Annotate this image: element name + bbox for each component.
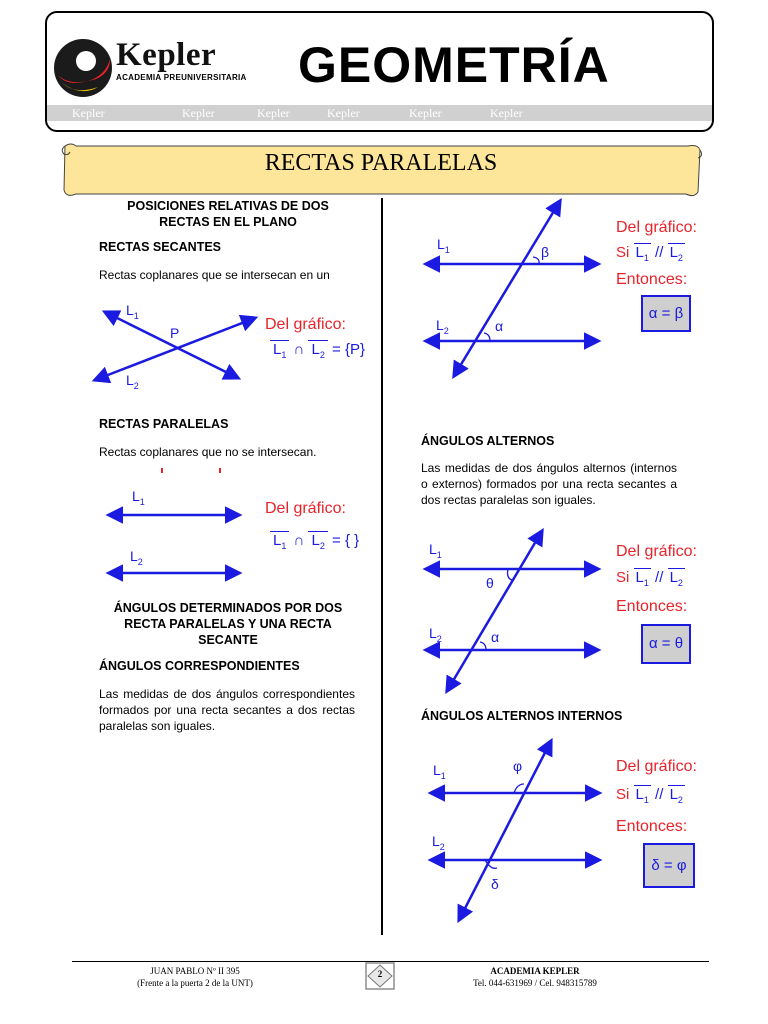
formula-l: L [669, 569, 678, 586]
label-sub: 2 [443, 325, 449, 336]
label-sub: 1 [444, 244, 450, 255]
secantes-heading: RECTAS SECANTES [99, 240, 222, 254]
angle-phi: φ [513, 758, 523, 774]
label-l2: L [429, 625, 437, 641]
formula-l: L [635, 786, 644, 803]
label-l2: L [126, 372, 134, 388]
column-divider [381, 198, 383, 935]
correspondientes-heading: ÁNGULOS CORRESPONDIENTES [99, 659, 300, 673]
footer-author: JUAN PABLO Nº II 395 [150, 966, 240, 976]
formula-result: = {P} [332, 341, 365, 358]
alternos-heading: ÁNGULOS ALTERNOS [421, 434, 555, 448]
strip-text: Kepler [327, 106, 360, 120]
label-l1: L [429, 541, 437, 557]
label-sub: 2 [439, 841, 445, 852]
header-strip [47, 105, 712, 121]
formula-l: L [311, 341, 320, 358]
formula-l: L [669, 244, 678, 261]
paralelas-text: Rectas coplanares que no se intersecan. [99, 445, 317, 459]
alternos-text: Las medidas de dos ángulos alternos (internos o externos) formados por una recta secantes a dos rectas paralelas son iguales. [421, 461, 677, 507]
answer-box: α = θ [641, 624, 691, 664]
answer-box: δ = φ [643, 843, 695, 888]
answer-box: α = β [641, 295, 691, 332]
angle-alpha: α [491, 629, 500, 645]
intersection-symbol: ∩ [293, 341, 305, 358]
label-sub: 2 [133, 380, 139, 391]
label-sub: 2 [677, 253, 683, 263]
formula-result: = { } [332, 532, 360, 549]
label-sub: 2 [436, 633, 442, 644]
label-sub: 1 [139, 496, 145, 507]
label-sub: 2 [677, 578, 683, 588]
formula-l: L [635, 569, 644, 586]
label-sub: 1 [643, 795, 649, 805]
secantes-text: Rectas coplanares que se intersecan en un [99, 268, 330, 282]
label-sub: 1 [281, 541, 287, 551]
entonces-label: Entonces: [616, 598, 688, 615]
formula-l: L [273, 341, 282, 358]
label-sub: 1 [643, 578, 649, 588]
si-label: Si [616, 786, 630, 803]
entonces-label: Entonces: [616, 818, 688, 835]
correspondientes-text: Las medidas de dos ángulos correspondientes formados por una recta secantes a dos rectas paralelas son iguales. [99, 687, 355, 733]
label-sub: 2 [137, 556, 143, 567]
strip-text: Kepler [490, 106, 523, 120]
angle-beta: β [541, 244, 550, 260]
del-grafico-label: Del gráfico: [265, 316, 346, 333]
logo-name: Kepler [116, 37, 217, 73]
label-l1: L [437, 236, 445, 252]
alternos-internos-heading: ÁNGULOS ALTERNOS INTERNOS [421, 709, 623, 723]
label-sub: 2 [677, 795, 683, 805]
section-title: POSICIONES RELATIVAS DE DOS RECTAS EN EL PLANO [127, 199, 329, 229]
si-label: Si [616, 569, 630, 586]
page-title: GEOMETRÍA [298, 37, 610, 93]
parallel-symbol: // [655, 569, 664, 586]
del-grafico-label: Del gráfico: [616, 543, 697, 560]
page-number: 2 [377, 969, 383, 979]
label-point: P [170, 325, 180, 341]
footer-phone: Tel. 044-631969 / Cel. 948315789 [473, 978, 597, 988]
formula-l: L [669, 786, 678, 803]
intersection-symbol: ∩ [293, 532, 305, 549]
logo-subtitle: ACADEMIA PREUNIVERSITARIA [116, 73, 247, 82]
angle-alpha: α [495, 318, 504, 334]
label-l2: L [436, 317, 444, 333]
paralelas-figure [105, 505, 245, 580]
si-label: Si [616, 244, 630, 261]
angle-delta: δ [491, 876, 499, 892]
strip-text: Kepler [182, 106, 215, 120]
formula-l: L [311, 532, 320, 549]
paralelas-heading: RECTAS PARALELAS [99, 417, 229, 431]
label-sub: 1 [133, 310, 139, 321]
strip-text: Kepler [257, 106, 290, 120]
formula-l: L [635, 244, 644, 261]
parallel-symbol: // [655, 786, 664, 803]
label-l1: L [433, 762, 441, 778]
label-sub: 2 [319, 350, 325, 360]
angulos-title: ÁNGULOS DETERMINADOS POR DOS RECTA PARALELAS Y UNA RECTA SECANTE [113, 601, 343, 647]
label-l1: L [132, 488, 140, 504]
kepler-logo-icon [52, 37, 114, 99]
entonces-label: Entonces: [616, 271, 688, 288]
strip-text: Kepler [409, 106, 442, 120]
del-grafico-label: Del gráfico: [265, 500, 346, 517]
angle-theta: θ [486, 575, 494, 591]
secantes-figure [90, 300, 260, 390]
alternos-figure [420, 528, 605, 693]
label-sub: 1 [281, 350, 287, 360]
label-sub: 1 [436, 549, 442, 560]
parallel-symbol: // [655, 244, 664, 261]
footer-address: (Frente a la puerta 2 de la UNT) [137, 978, 253, 988]
banner-title: RECTAS PARALELAS [264, 150, 498, 176]
label-sub: 1 [643, 253, 649, 263]
label-l2: L [432, 833, 440, 849]
red-mark [219, 468, 221, 473]
red-mark [161, 468, 163, 473]
label-l2: L [130, 548, 138, 564]
formula-l: L [273, 532, 282, 549]
label-sub: 2 [319, 541, 325, 551]
label-sub: 1 [440, 770, 446, 781]
correspondientes-figure [420, 198, 605, 378]
del-grafico-label: Del gráfico: [616, 758, 697, 775]
strip-text: Kepler [72, 106, 105, 120]
label-l1: L [126, 302, 134, 318]
footer-academy: ACADEMIA KEPLER [490, 966, 580, 976]
del-grafico-label: Del gráfico: [616, 219, 697, 236]
